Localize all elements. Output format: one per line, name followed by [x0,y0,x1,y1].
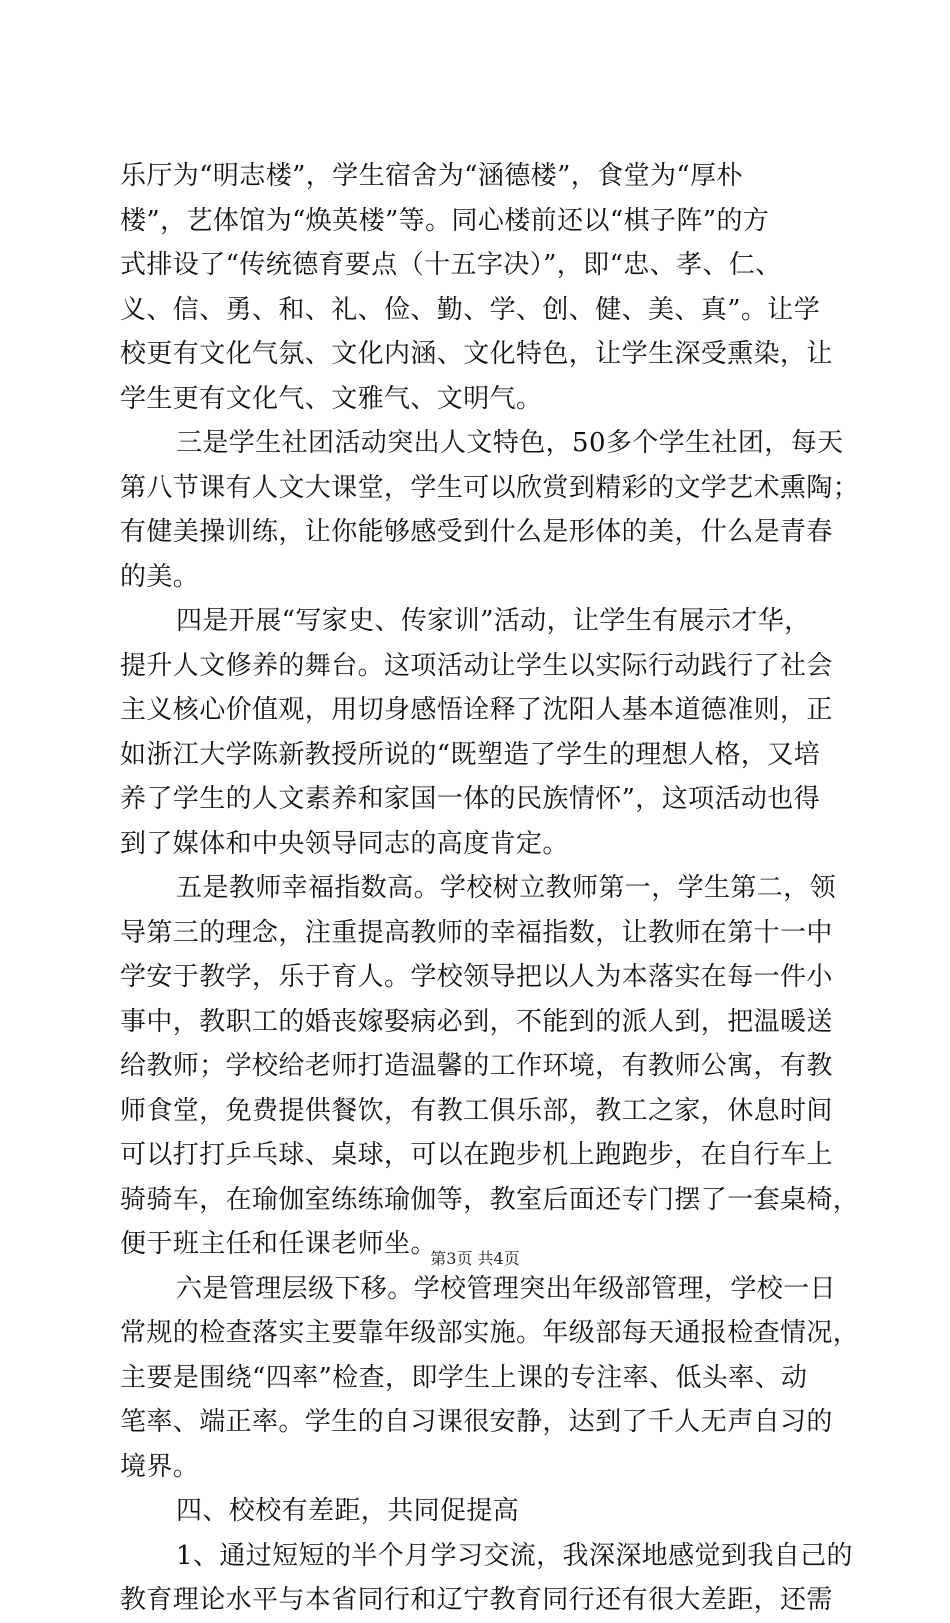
text-line: 式排设了“传统德育要点（十五字决）”，即“忠、孝、仁、 [120,250,782,280]
text-line: 给教师；学校给老师打造温馨的工作环境，有教师公寓，有教 [120,1051,833,1081]
text-line: 主要是围绕“四率”检查，即学生上课的专注率、低头率、动 [120,1362,808,1393]
text-line: 四是开展“写家史、传家训”活动，让学生有展示才华， [176,606,811,636]
page-number-footer: 第3页 共4页 [430,1249,520,1268]
text-line: 如浙江大学陈新教授所说的“既塑造了学生的理想人格，又培 [120,739,821,770]
text-line: 常规的检查落实主要靠年级部实施。年级部每天通报检查情况， [120,1318,860,1348]
text-line: 校更有文化气氛、文化内涵、文化特色，让学生深受熏染，让 [120,339,833,369]
text-line: 三是学生社团活动突出人文特色，50多个学生社团，每天 [176,428,844,458]
text-line: 义、信、勇、和、礼、俭、勤、学、创、健、美、真”。让学 [120,294,821,325]
text-line: 有健美操训练，让你能够感受到什么是形体的美，什么是青春 [120,517,833,547]
text-line: 提升人文修养的舞台。这项活动让学生以实际行动践行了社会 [120,650,833,681]
text-line: 导第三的理念，注重提高教师的幸福指数，让教师在第十一中 [120,917,833,948]
text-line: 事中，教职工的婚丧嫁娶病必到，不能到的派人到，把温暖送 [120,1006,833,1037]
text-line: 骑骑车，在瑜伽室练练瑜伽等，教室后面还专门摆了一套桌椅， [120,1184,860,1215]
text-line: 境界。 [120,1451,200,1482]
text-line: 师食堂，免费提供餐饮，有教工俱乐部，教工之家，休息时间 [120,1095,833,1126]
text-line: 的美。 [120,561,200,592]
text-line: 主义核心价值观，用切身感悟诠释了沈阳人基本道德准则，正 [120,695,833,725]
text-line: 第八节课有人文大课堂，学生可以欣赏到精彩的文学艺术熏陶； [120,472,860,503]
text-line: 养了学生的人文素养和家国一体的民族情怀”，这项活动也得 [120,784,821,814]
text-line: 学安于教学，乐于育人。学校领导把以人为本落实在每一件小 [120,962,833,992]
text-line: 六是管理层级下移。学校管理突出年级部管理，学校一日 [176,1273,837,1304]
text-line: 到了媒体和中央领导同志的高度肯定。 [120,828,569,859]
text-line: 楼”，艺体馆为“焕英楼”等。同心楼前还以“棋子阵”的方 [120,205,770,236]
text-line: 教育理论水平与本省同行和辽宁教育同行还有很大差距，还需 [120,1585,833,1615]
text-line: 学生更有文化气、文雅气、文明气。 [120,383,543,414]
text-line: 四、校校有差距，共同促提高 [176,1496,520,1526]
text-line: 笔率、端正率。学生的自习课很安静，达到了千人无声自习的 [120,1407,833,1437]
text-line: 五是教师幸福指数高。学校树立教师第一，学生第二，领 [176,873,837,903]
text-line: 1、通过短短的半个月学习交流，我深深地感觉到我自己的 [176,1540,853,1571]
text-line: 便于班主任和任课老师坐。 [120,1229,437,1259]
text-line: 可以打打乒乓球、桌球，可以在跑步机上跑跑步，在自行车上 [120,1140,833,1170]
document-body [120,154,860,1623]
text-line: 乐厅为“明志楼”，学生宿舍为“涵德楼”，食堂为“厚朴 [120,161,743,191]
